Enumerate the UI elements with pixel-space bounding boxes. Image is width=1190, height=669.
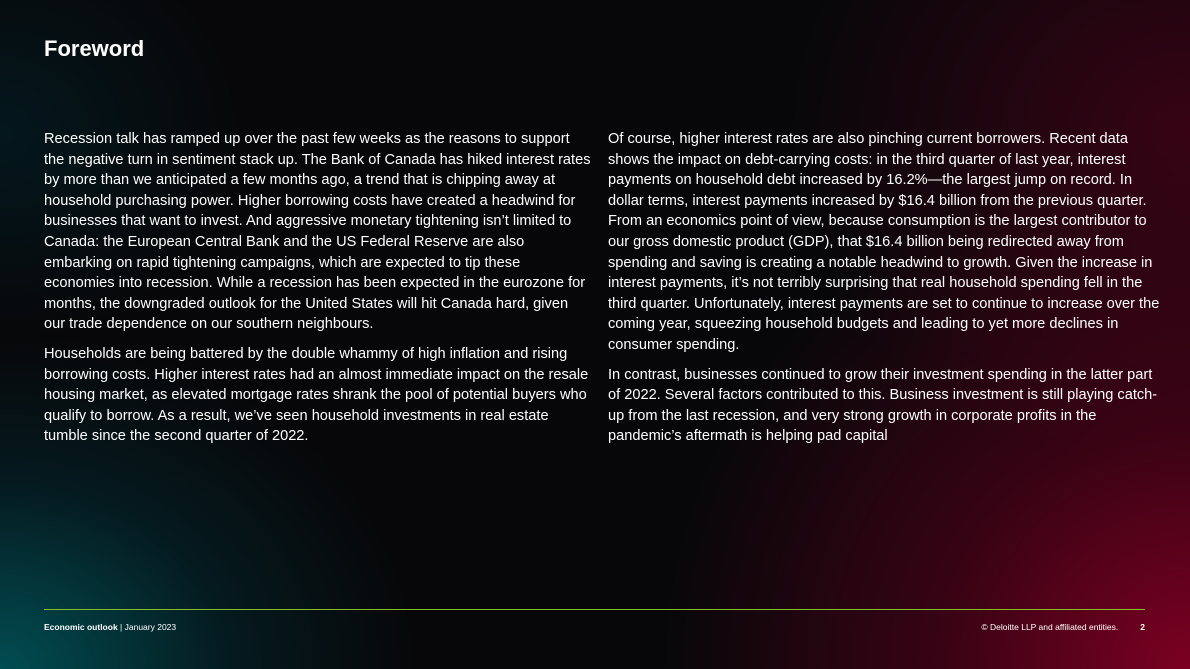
footer-doc-title: Economic outlook — [44, 622, 118, 632]
paragraph: Households are being battered by the double whammy of high inflation and rising borrowing costs. Higher interest rates had an almost immediate impact on the resale housing market, as elevated mortgage rates shrank the pool of potential buyers who qualify to borrow. As a result, we’ve seen household investments in real estate tumble since the second quarter of 2022. — [44, 345, 589, 445]
right-column — [608, 129, 1168, 456]
paragraph: In contrast, businesses continued to grow their investment spending in the latter part of 2022. Several factors contributed to this. Business investment is still playing catch-up from the last recession, and very strong growth in corporate profits in the pandemic’s aftermath is helping pad capital — [608, 366, 1158, 445]
footer-document-info — [44, 622, 176, 632]
footer-date: January 2023 — [124, 622, 177, 632]
footer-copyright-block — [981, 622, 1145, 632]
footer-separator: | — [117, 622, 125, 632]
page-title: Foreword — [44, 36, 145, 61]
left-column — [44, 129, 592, 456]
paragraph: Of course, higher interest rates are also pinching current borrowers. Recent data shows the impact on debt-carrying costs: in the third quarter of last year, interest payments on household debt increased by 16.2%—the largest jump on record. In dollar terms, interest payments increased by $16.4 billion from the previous quarter. From an economics point of view, because consumption is the largest contributor to our gross domestic product (GDP), that $16.4 billion being redirected away from spending and saving is creating a notable headwind to growth. Given the increase in interest payments, it’s not terribly surprising that real household spending fell in the third quarter. Unfortunately, interest payments are set to continue to increase over the coming year, squeezing household budgets and leading to yet more declines in consumer spending. — [608, 131, 1160, 353]
page-number: 2 — [1140, 622, 1145, 632]
footer-divider — [44, 609, 1145, 610]
paragraph: Recession talk has ramped up over the past few weeks as the reasons to support the negative turn in sentiment stack up. The Bank of Canada has hiked interest rates by more than we anticipated a few months ago, a trend that is chipping away at household purchasing power. Higher borrowing costs have created a headwind for businesses that want to invest. And aggressive monetary tightening isn’t limited to Canada: the European Central Bank and the US Federal Reserve are also embarking on rapid tightening campaigns, which are expected to tip these economies into recession. While a recession has been expected in the eurozone for months, the downgraded outlook for the United States will hit Canada hard, given our trade dependence on our southern neighbours. — [44, 131, 591, 333]
footer-copyright: © Deloitte LLP and affiliated entities. — [981, 622, 1119, 632]
